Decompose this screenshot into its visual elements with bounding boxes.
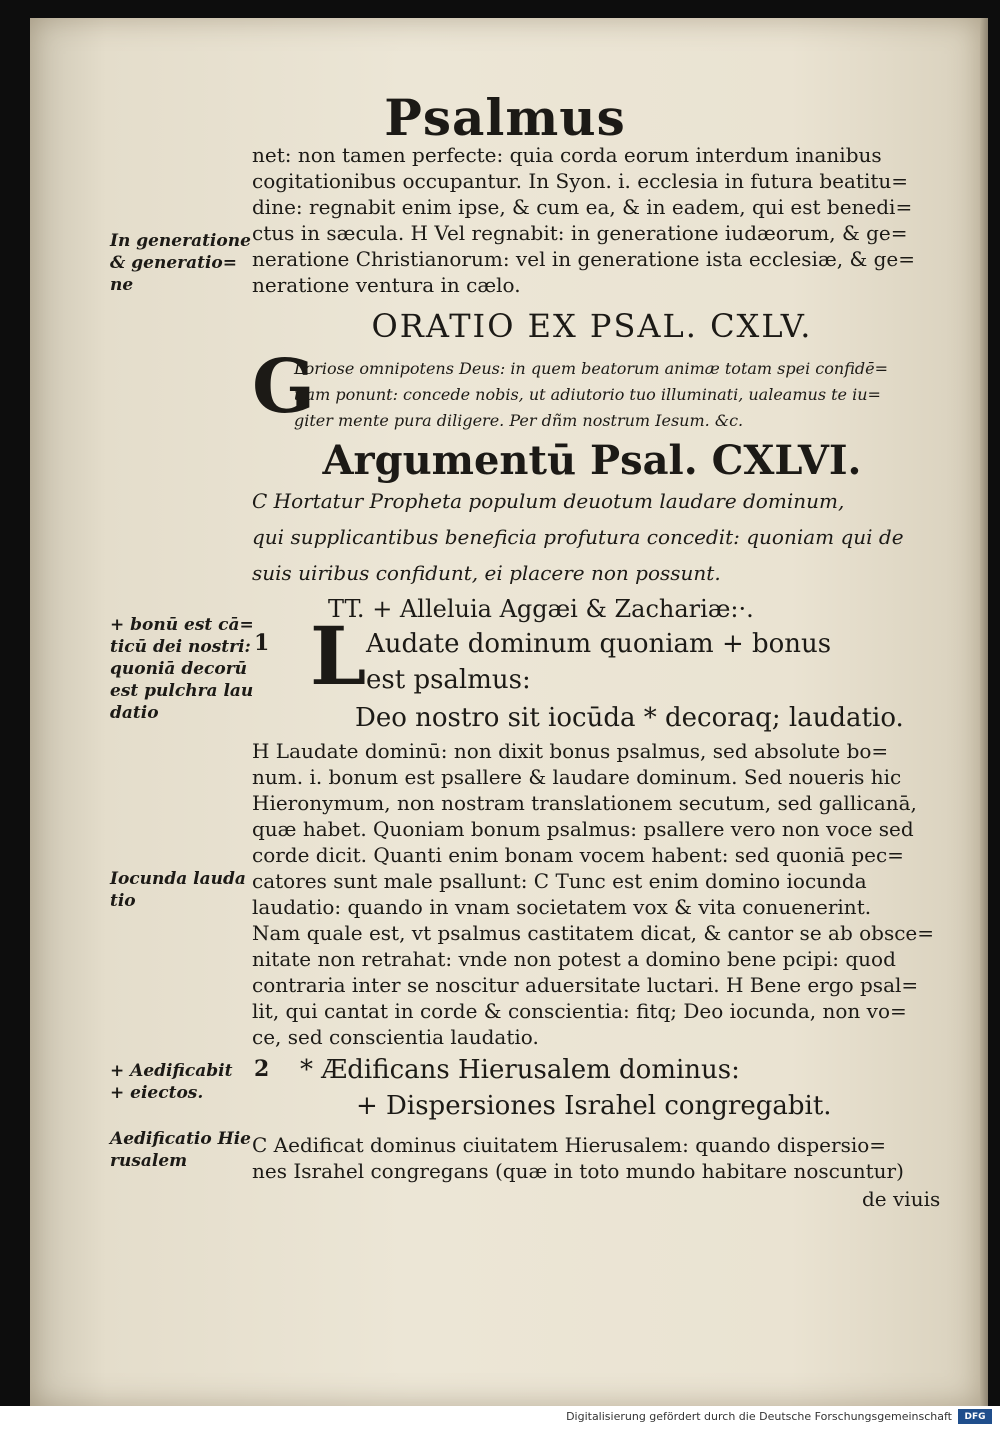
argumentum-line: qui supplicantibus beneficia profutura concedit: quoniam qui de [252,525,904,549]
margin-note-line: + bonū est cā= [110,615,254,635]
argumentum-heading: Argumentū Psal. CXLVI. [322,437,862,484]
text-line: lit, qui cantat in corde & conscientia: fitq; Deo iocunda, non vo= [252,999,907,1023]
catchword: de viuis [862,1187,941,1211]
text-line: ce, sed conscientia laudatio. [252,1025,539,1049]
text-line: num. i. bonum est psallere & laudare dominum. Sed noueris hic [252,765,902,789]
text-line: H Laudate dominū: non dixit bonus psalmus, sed absolute bo= [252,739,889,763]
text-line: Hieronymum, non nostram translationem secutum, sed gallicanā, [252,791,917,815]
margin-note-line: quoniā decorū [110,659,248,679]
margin-note [110,868,246,912]
margin-note-line: Aedificatio Hie [110,1129,251,1149]
text-line: catores sunt male psallunt: C Tunc est enim domino iocunda [252,869,867,893]
book-page [30,18,980,1406]
dfg-logo: DFG [958,1409,992,1424]
text-line: nes Israhel congregans (quæ in toto mundo habitare noscuntur) [252,1159,904,1183]
text-line: C Aedificat dominus ciuitatem Hierusalem: quando dispersio= [252,1133,887,1157]
verse-line: * Ædificans Hierusalem dominus: [300,1055,740,1085]
margin-note-line: tio [110,891,136,911]
verse-line: + Dispersiones Israhel congregabit. [356,1091,832,1121]
text-line: contraria inter se noscitur aduersitate luctari. H Bene ergo psal= [252,973,919,997]
text-line: dine: regnabit enim ipse, & cum ea, & in eadem, qui est benedi= [252,195,913,219]
verse-number: 2 [254,1056,270,1082]
text-line: net: non tamen perfecte: quia corda eorum interdum inanibus [252,143,882,167]
argumentum-line: C Hortatur Propheta populum deuotum laudare dominum, [252,489,845,513]
verse-dropcap: L [310,609,367,703]
text-line: neratione ventura in cælo. [252,273,521,297]
running-head: Psalmus [384,88,626,147]
margin-note-line: In generatione [110,231,251,251]
margin-note-line: rusalem [110,1151,188,1171]
text-line: neratione Christianorum: vel in generatione ista ecclesiæ, & ge= [252,247,916,271]
oratio-dropcap: G [252,344,316,430]
text-line: nitate non retrahat: vnde non potest a domino bene pcipi: quod [252,947,896,971]
margin-note-line: Iocunda lauda [110,869,246,889]
text-line: laudatio: quando in vnam societatem vox & vita conuenerint. [252,895,872,919]
margin-note-line: datio [110,703,159,723]
argumentum-line: suis uiribus confidunt, ei placere non possunt. [252,561,721,585]
oratio-heading: ORATIO EX PSAL. CXLV. [371,307,813,345]
verse-number: 1 [254,630,270,656]
oratio-line: Loriose omnipotens Deus: in quem beatorum animæ totam spei confidē= [294,359,888,378]
text-line: ctus in sæcula. H Vel regnabit: in generatione iudæorum, & ge= [252,221,908,245]
oratio-line: tiam ponunt: concede nobis, ut adiutorio tuo illuminati, ualeamus te iu= [294,385,881,404]
page-edge [980,18,988,1406]
margin-note-line: est pulchra lau [110,681,254,701]
verse-line: est psalmus: [366,665,531,695]
margin-note-line: ticū dei nostri: [110,637,251,657]
text-line: quæ habet. Quoniam bonum psalmus: psallere vero non voce sed [252,817,914,841]
margin-note-line: ne [110,275,134,295]
text-line: cogitationibus occupantur. In Syon. i. ecclesia in futura beatitu= [252,169,909,193]
margin-note [110,1128,251,1172]
oratio-line: giter mente pura diligere. Per dñm nostrum Iesum. &c. [294,411,744,430]
margin-note [110,614,254,724]
text-line: corde dicit. Quanti enim bonam vocem habent: sed quoniā pec= [252,843,904,867]
verse-line: Audate dominum quoniam + bonus [366,629,832,659]
margin-note [110,230,251,296]
margin-note-line: & generatio= [110,253,238,273]
margin-note-line: + eiectos. [110,1083,204,1103]
funding-notice: Digitalisierung gefördert durch die Deutsche Forschungsgemeinschaft [566,1410,952,1423]
text-line: Nam quale est, vt psalmus castitatem dicat, & cantor se ab obsce= [252,921,935,945]
verse-line: Deo nostro sit iocūda * decoraq; laudatio. [355,703,904,733]
footer-bar [0,1406,1000,1429]
margin-note [110,1060,232,1104]
margin-note-line: + Aedificabit [110,1061,233,1081]
psalm-title-line: TT. + Alleluia Aggæi & Zachariæ:·. [328,595,754,623]
